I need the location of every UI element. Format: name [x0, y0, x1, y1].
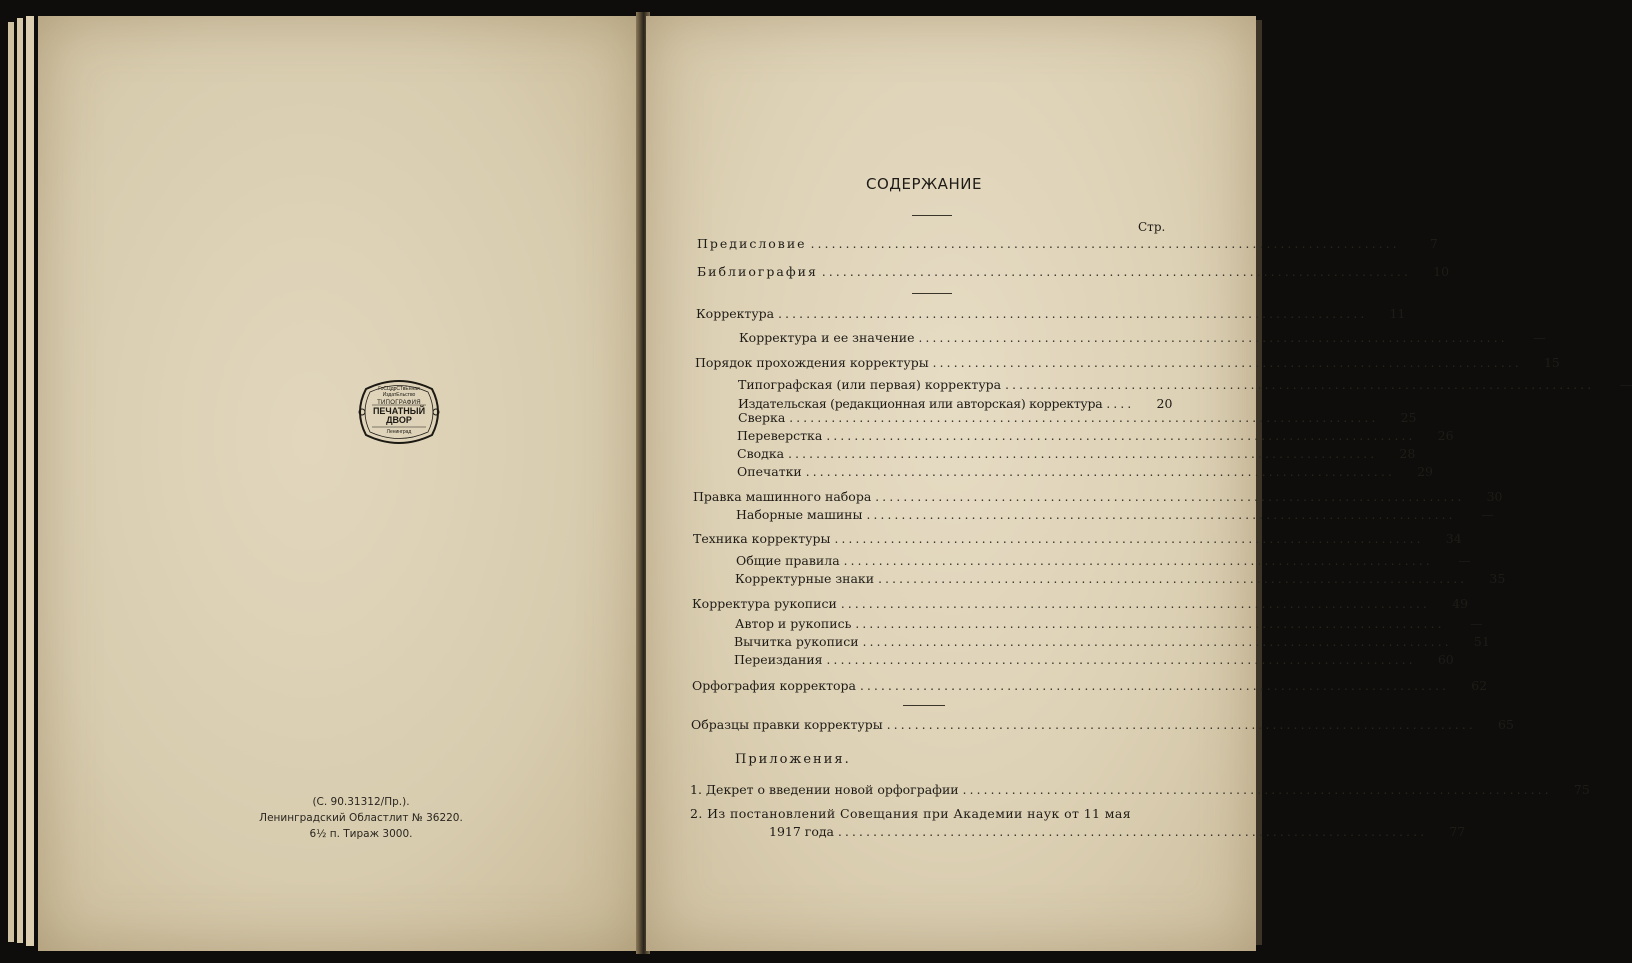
toc-page-number: 77 [1449, 824, 1466, 839]
toc-page-number: 34 [1445, 531, 1462, 546]
toc-entry [693, 531, 1462, 547]
toc-label: Корректурные знаки [735, 571, 875, 586]
imprint-line-2: Ленинградский Областлит № 36220. [259, 812, 463, 824]
toc-entry [692, 596, 1469, 612]
toc-subentry [738, 410, 1417, 426]
appendix-entry-line1: 2. Из постановлений Совещания при Академии наук от 11 мая [690, 806, 1132, 821]
toc-label: Техника корректуры [693, 531, 831, 546]
section-rule [903, 705, 945, 706]
toc-label: Предисловие [697, 236, 807, 251]
leader-dots: .................................................................................... [843, 554, 1433, 568]
leader-dots: .................................................................................... [886, 718, 1476, 732]
page-edge-3 [26, 16, 34, 946]
toc-label: Библиография [697, 264, 818, 279]
stamp-name-line1: ПЕЧАТНЫЙ [372, 406, 426, 416]
toc-label: Общие правила [736, 553, 840, 568]
toc-label: Образцы правки корректуры [691, 717, 883, 732]
toc-label: Корректура и ее значение [739, 330, 915, 345]
toc-page-number: 10 [1433, 264, 1450, 279]
toc-subentry [736, 507, 1494, 523]
toc-label: Типографская (или первая) корректура [738, 377, 1002, 392]
toc-subentry [739, 330, 1546, 346]
appendix-entry [690, 782, 1590, 798]
toc-entry [692, 678, 1488, 694]
toc-page-number: 30 [1486, 489, 1503, 504]
leader-dots: .................................................................................... [862, 635, 1452, 649]
printer-stamp [358, 377, 440, 447]
stamp-top-text: ГоСЦдрСТвЕнная ИздатЕльство [378, 386, 420, 398]
toc-label: Правка машинного набора [693, 489, 872, 504]
appendix-heading: Приложения. [735, 752, 851, 767]
toc-label: Автор и рукопись [735, 616, 852, 631]
stamp-mid-text: ТИПОГРАФИЯ [377, 400, 421, 406]
leader-dots: .................................................................................... [826, 653, 1416, 667]
leader-dots: .................................................................................... [821, 265, 1412, 279]
toc-subentry [737, 428, 1454, 444]
leader-dots: .................................................................................... [805, 465, 1395, 479]
toc-subentry [734, 652, 1454, 668]
toc-entry-preface [697, 236, 1438, 252]
toc-title: СОДЕРЖАНИЕ [866, 175, 982, 193]
right-edge [1256, 20, 1262, 945]
toc-subentry [737, 464, 1433, 480]
page-column-header: Стр. [1138, 220, 1166, 234]
toc-entry-bibliography [697, 264, 1450, 280]
leader-dots: .................................................................................... [962, 783, 1552, 797]
toc-label: Сверка [738, 410, 786, 425]
imprint-block [236, 794, 486, 842]
leader-dots: .................................................................................... [855, 617, 1445, 631]
toc-subentry [735, 616, 1483, 632]
toc-page-number: 26 [1437, 428, 1454, 443]
toc-entry [696, 306, 1406, 322]
toc-label: Опечатки [737, 464, 802, 479]
leader-dots: .................................................................................... [826, 429, 1416, 443]
stamp-name-line2: ДВОР [386, 415, 412, 425]
toc-page-number: 20 [1156, 396, 1173, 411]
toc-page-number: 29 [1417, 464, 1433, 479]
toc-page-number: — [1458, 553, 1471, 568]
toc-page-number: 7 [1429, 236, 1438, 251]
toc-label: Орфография корректора [692, 678, 856, 693]
leader-dots: .................................................................................... [840, 597, 1431, 611]
toc-page-number: 11 [1389, 306, 1406, 321]
toc-page-number: 28 [1399, 446, 1416, 461]
leader-dots: .................................................................................... [866, 508, 1456, 522]
appendix-entry-line2 [769, 824, 1466, 840]
toc-page-number: — [1619, 377, 1632, 392]
toc-page-number: 51 [1473, 634, 1490, 649]
toc-label: Издательская (редакционная или авторская) корректура [738, 396, 1103, 411]
leader-dots: .................................................................................... [838, 825, 1428, 839]
leader-dots: .................................................................................... [834, 532, 1424, 546]
toc-page-number: 65 [1498, 717, 1514, 732]
leader-dots: .................................................................................... [1005, 378, 1595, 392]
page-edge-1 [8, 22, 14, 942]
toc-entry [691, 717, 1514, 733]
imprint-line-3: 6½ п. Тираж 3000. [309, 828, 413, 840]
leader-dots: .................................................................................... [918, 331, 1508, 345]
toc-page-number: — [1481, 507, 1494, 522]
toc-page-number: 60 [1437, 652, 1454, 667]
toc-label: 1. Декрет о введении новой орфографии [690, 782, 959, 797]
toc-subentry [734, 634, 1490, 650]
toc-page-number: 35 [1489, 571, 1506, 586]
toc-label: Наборные машины [736, 507, 863, 522]
toc-entry [695, 355, 1560, 371]
toc-entry [693, 489, 1503, 505]
leader-dots: .................................................................................... [878, 572, 1468, 586]
leader-dots: .................................................................................... [932, 356, 1522, 370]
toc-label: Переверстка [737, 428, 823, 443]
toc-subentry [737, 446, 1416, 462]
toc-page-number: — [1533, 330, 1546, 345]
toc-subentry [735, 571, 1506, 587]
stamp-bottom-text: Ленинград [386, 429, 412, 435]
imprint-line-1: (С. 90.31312/Пр.). [312, 796, 410, 808]
toc-subentry [738, 377, 1632, 393]
toc-page-number: 15 [1543, 355, 1560, 370]
toc-label: 1917 года [769, 824, 835, 839]
toc-label: Корректура [696, 306, 775, 321]
toc-label: Корректура рукописи [692, 596, 837, 611]
leader-dots: .................................................................................... [859, 679, 1450, 693]
toc-label: Вычитка рукописи [734, 634, 859, 649]
toc-label: Порядок прохождения корректуры [695, 355, 929, 370]
leader-dots: .................................................................................... [778, 307, 1368, 321]
leader-dots: .................................................................................... [875, 490, 1465, 504]
toc-page-number: — [1470, 616, 1483, 631]
leader-dots: .... [1106, 397, 1135, 411]
leader-dots: .................................................................................... [789, 411, 1379, 425]
page-edge-2 [17, 18, 23, 943]
leader-dots: .................................................................................... [810, 237, 1400, 251]
title-rule [912, 215, 952, 216]
toc-page-number: 62 [1471, 678, 1488, 693]
section-rule [912, 293, 952, 294]
toc-label: Сводка [737, 446, 785, 461]
toc-page-number: 49 [1452, 596, 1469, 611]
toc-label: Переиздания [734, 652, 823, 667]
leader-dots: .................................................................................... [788, 447, 1378, 461]
toc-subentry [736, 553, 1471, 569]
toc-page-number: 25 [1400, 410, 1417, 425]
toc-page-number: 75 [1573, 782, 1590, 797]
